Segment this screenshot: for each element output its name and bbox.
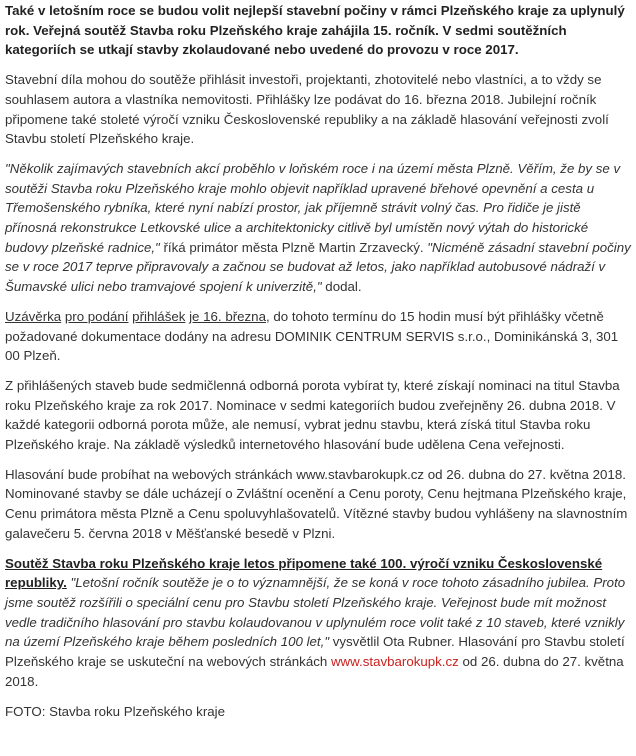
paragraph-mayor-quote [5, 159, 631, 297]
article-lead: Také v letošním roce se budou volit nejlepší stavební počiny v rámci Plzeňského kraje za uplynulý rok. Veřejná soutěž Stavba roku Plzeňského kraje zahájila 15. ročník. V sedmi soutěžních kategoriích se utkají stavby zkolaudované nebo uvedené do provozu v roce 2017. [5, 3, 625, 58]
paragraph-century [5, 554, 631, 692]
paragraph-registration: Stavební díla mohou do soutěže přihlásit investoři, projektanti, zhotovitelé nebo vlastníci, a to vždy se souhlasem autora a vlastníka nemovitosti. Přihlášky lze podávat do 16. března 2018. Jubilejní ročník připomene také stoleté výročí vzniku Československé republiky a na základě hlasování veřejnosti zvolí Stavbu století Plzeňského kraje. [5, 72, 609, 147]
deadline-link-1[interactable]: Uzávěrka [5, 308, 62, 324]
century-dates: od 26. dubna do 27. května 2018. [5, 654, 624, 689]
paragraph-voting: Hlasování bude probíhat na webových stránkách www.stavbarokupk.cz od 26. dubna do 27. května 2018. Nominované stavby se dále ucházejí o Zvláštní ocenění a Cenu poroty, Cenu hejtmana Plzeňského kraje, Cenu primátora města Plzně a Cenu spoluvyhlašovatelů. Vítězné stavby budou vyhlášeny na slavnostním galavečeru 5. června 2018 v Měšťanské besedě v Plzni. [5, 466, 628, 541]
mayor-quote-end: dodal. [321, 279, 362, 295]
article-body [0, 1, 636, 721]
century-heading: Soutěž Stavba roku Plzeňského kraje letos připomene také 100. výročí vzniku Československé republiky. [5, 555, 603, 591]
mayor-attribution: říká primátor města Plzně Martin Zrzavecký. [159, 239, 428, 255]
mayor-quote-2: "Nicméně zásadní stavební počiny se v roce 2017 teprve připravovaly a začnou se budovat až letos, jako například autobusové nádraží v Šumavské ulici nebo tramvajové spojení k univerzitě," [5, 239, 631, 295]
rubner-quote: "Letošní ročník soutěže je o to významnější, že se koná v roce tohoto zásadního jubilea. Proto jsme soutěž rozšířili o speciální cenu pro Stavbu století Plzeňského kraje. Veřejnost bude mít možnost vedle tradičního hlasování pro stavbu kolaudovanou v uplynulém roce volit také z 10 staveb, které vznikly na území Plzeňského kraje během posledních 100 let," [5, 575, 626, 650]
paragraph-jury: Z přihlášených staveb bude sedmičlenná odborná porota vybírat ty, které získají nominaci na titul Stavba roku Plzeňského kraje za rok 2017. Nominace v sedmi kategoriích budou zveřejněny 26. dubna 2018. V každé kategorii odborná porota může, ale nemusí, vybrat jednu stavbu, která získá titul Stavba roku Plzeňského kraje. Na základě výsledků internetového hlasování bude udělena Cena veřejnosti. [5, 377, 620, 453]
deadline-link-3[interactable]: přihlášek [132, 308, 186, 324]
deadline-link-4[interactable]: je 16. března [189, 308, 266, 324]
deadline-link-2[interactable]: pro podání [64, 308, 129, 324]
stavbarokupk-link[interactable]: www.stavbarokupk.cz [330, 654, 459, 670]
paragraph-deadline [5, 307, 631, 366]
deadline-details: , do tohoto termínu do 15 hodin musí být přihlášky včetně požadované dokumentace dodány na adresu DOMINIK CENTRUM SERVIS s.r.o., Dominikánská 3, 301 00 Plzeň. [5, 308, 619, 364]
mayor-quote-1: "Několik zajímavých stavebních akcí proběhlo v loňském roce i na území města Plzně. Věřím, že by se v soutěži Stavba roku Plzeňského kraje mohlo objevit například upravené břehové opevnění a cesta u Třemošenského rybníka, které nyní nabízí prostor, jak příjemně strávit volný čas. Pro řidiče je jistě přínosná rekonstrukce Letkovské ulice a architektonicky citlivě byl umístěn nový výtah do historické budovy plzeňské radnice," [5, 160, 621, 255]
rubner-attribution: vysvětlil Ota Rubner. Hlasování pro Stavbu století Plzeňského kraje se uskuteční na webových stránkách [5, 634, 625, 670]
photo-credit: FOTO: Stavba roku Plzeňského kraje [5, 703, 225, 719]
